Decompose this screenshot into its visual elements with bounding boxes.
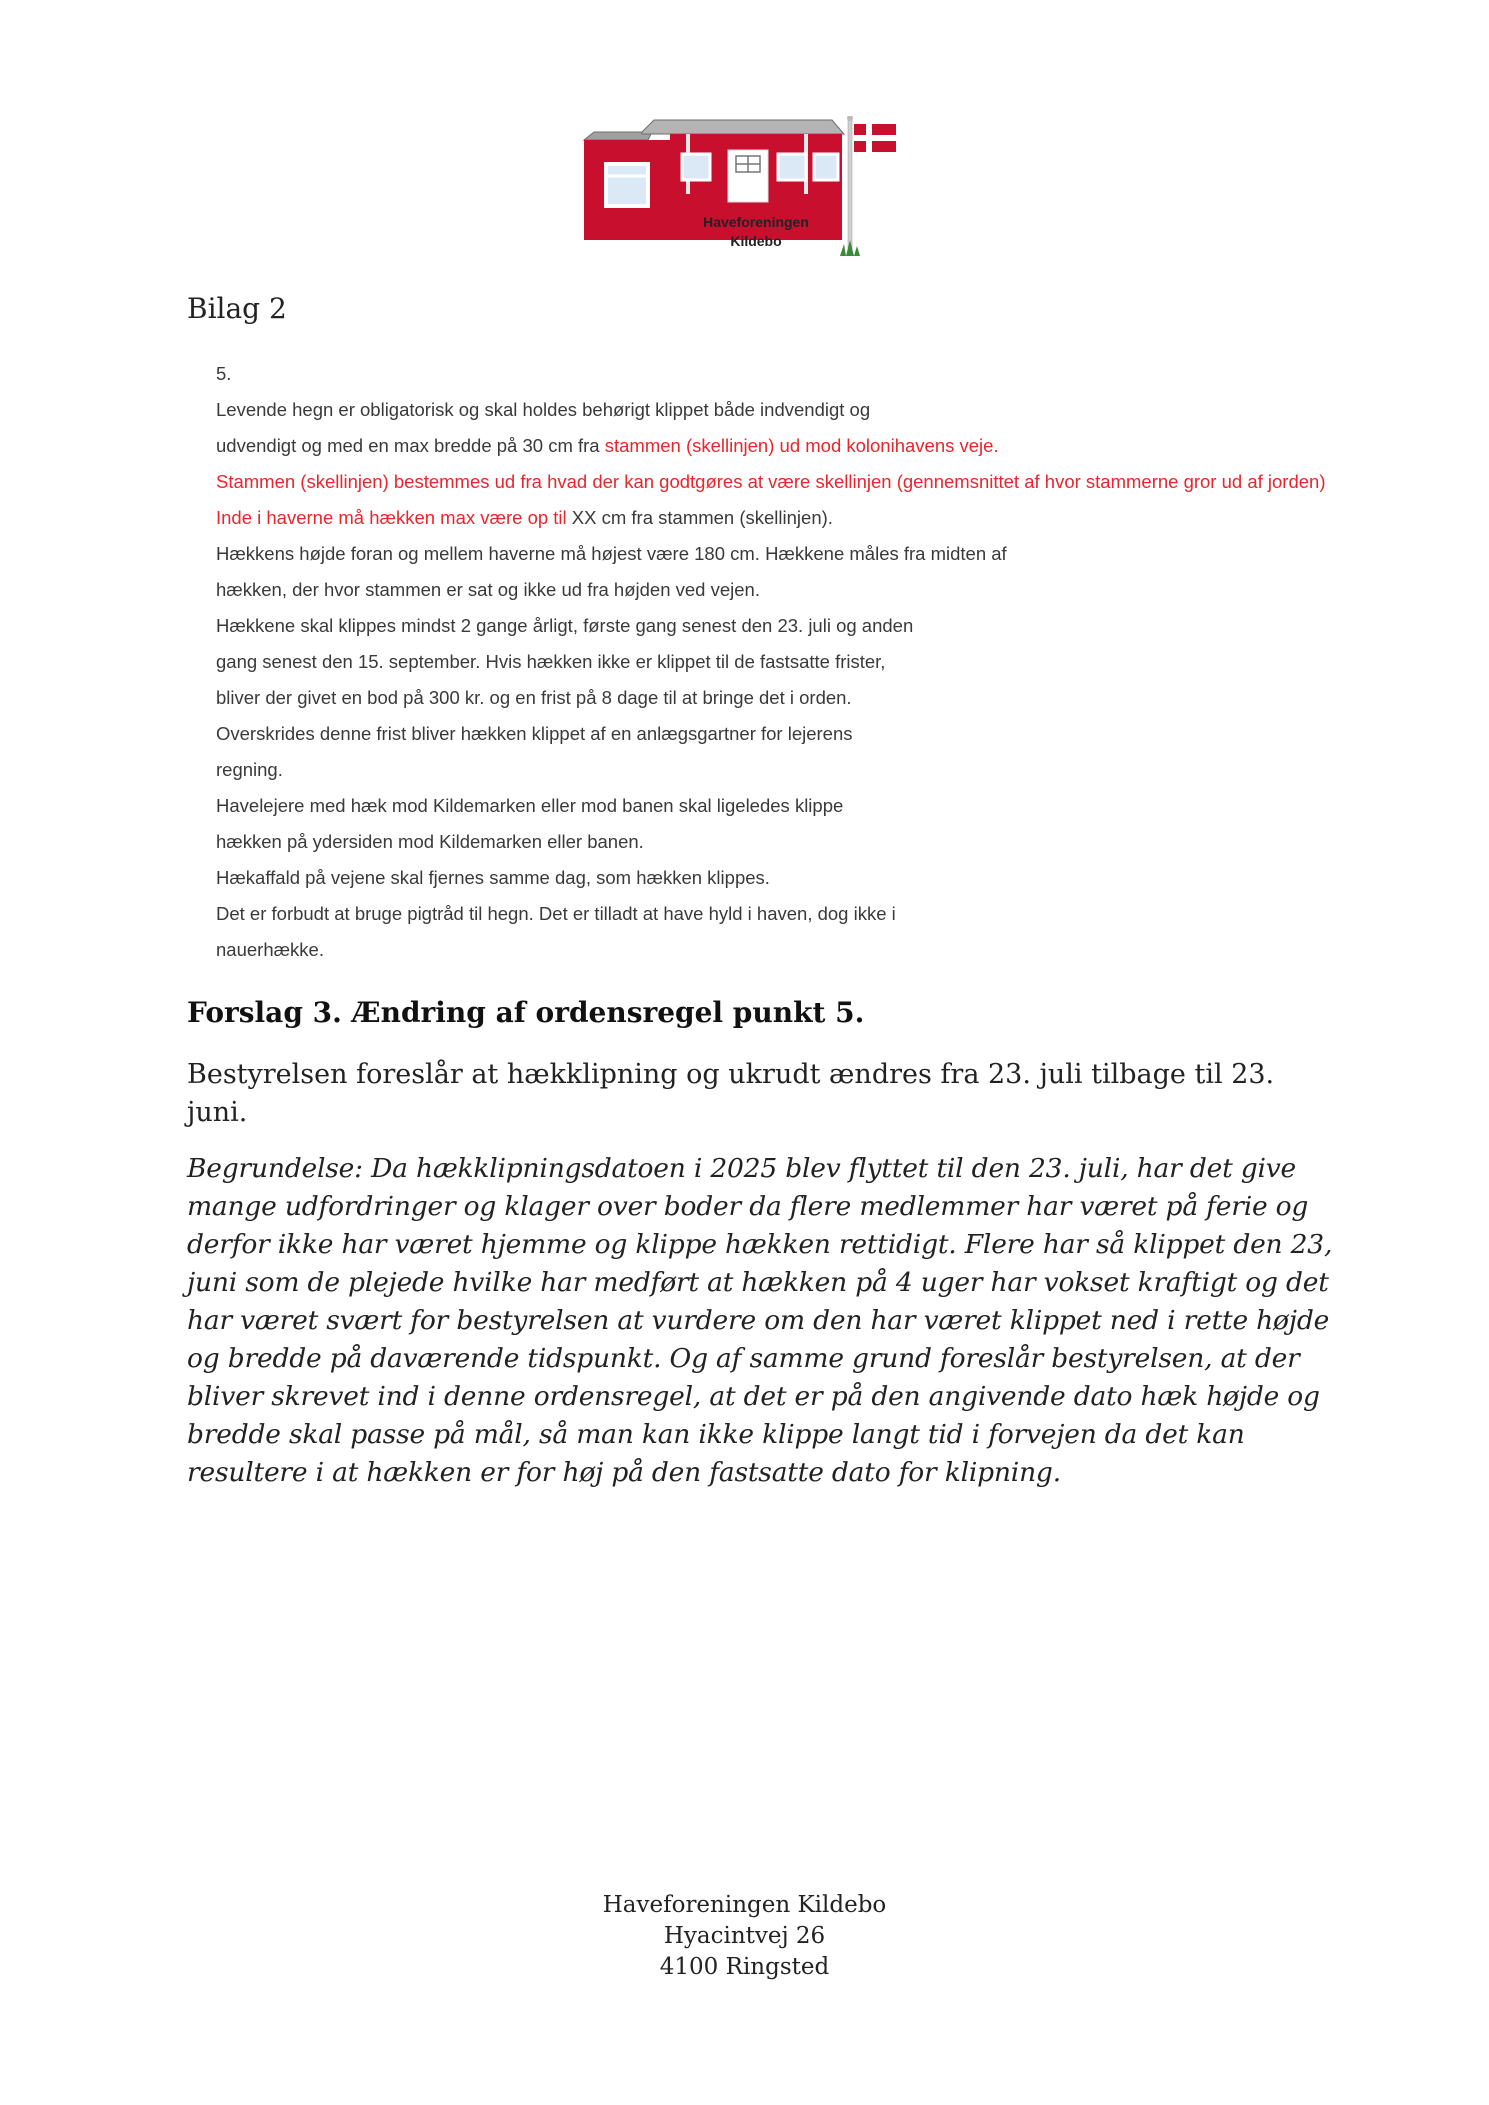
logo-window — [682, 154, 710, 180]
excerpt-line — [216, 824, 1346, 860]
excerpt-line — [216, 500, 1346, 536]
page-heading: Bilag 2 — [187, 292, 287, 325]
footer-line-name: Haveforeningen Kildebo — [602, 1892, 887, 1918]
excerpt-text: hækken på ydersiden mod Kildemarken eller banen. — [216, 831, 644, 852]
excerpt-text: Hækkens højde foran og mellem haverne må højest være 180 cm. Hækkene måles fra midten af — [216, 543, 1007, 564]
excerpt-line — [216, 752, 1346, 788]
excerpt-text: regning. — [216, 759, 283, 780]
proposal-reason: Begrundelse: Da hækklipningsdatoen i 2025 blev flyttet til den 23. juli, har det give mange udfordringer og klager over boder da flere medlemmer har været på ferie og derfor ikke har været hjemme og klippe hækken rettidigt. Flere har så klippet den 23, juni som de plejede hvilke har medført at hækken på 4 uger har vokset kraftigt og det har været svært for bestyrelsen at vurdere om den har været klippet ned i rette højde og bredde på daværende tidspunkt. Og af samme grund foreslår bestyrelsen, at der bliver skrevet ind i denne ordensregel, at det er på den angivende dato hæk højde og bredde skal passe på mål, så man kan ikke klippe langt tid i forvejen da det kan resultere i at hækken er for høj på den fastsatte dato for klipning. — [187, 1153, 1333, 1488]
excerpt-line — [216, 716, 1346, 752]
excerpt-text-red: stammen (skellinjen) ud mod kolonihavens veje. — [604, 435, 999, 456]
excerpt-text-red: Stammen (skellinjen) bestemmes ud fra hvad der kan godtgøres at være skellinjen (gennemsnittet af hvor stammerne gror ud af jorden) — [216, 471, 1326, 492]
excerpt-text: Det er forbudt at bruge pigtråd til hegn. Det er tilladt at have hyld i haven, dog ikke i — [216, 903, 896, 924]
proposal-text: Bestyrelsen foreslår at hækklipning og ukrudt ændres fra 23. juli tilbage til 23. juni. — [187, 1059, 1275, 1128]
ordensregel-excerpt — [216, 356, 1346, 968]
excerpt-line — [216, 860, 1346, 896]
footer-address — [0, 1890, 1489, 1983]
excerpt-text: Havelejere med hæk mod Kildemarken eller mod banen skal ligeledes klippe — [216, 795, 844, 816]
logo-text-line2: Kildebo — [730, 233, 782, 249]
excerpt-text: udvendigt og med en max bredde på 30 cm fra — [216, 435, 605, 456]
logo-window — [606, 164, 648, 206]
danish-flag-icon — [854, 124, 896, 152]
excerpt-text: Hækkene skal klippes mindst 2 gange årligt, første gang senest den 23. juli og anden — [216, 615, 914, 636]
excerpt-text: XX cm fra stammen (skellinjen). — [571, 507, 833, 528]
excerpt-line — [216, 788, 1346, 824]
excerpt-line — [216, 428, 1346, 464]
excerpt-text: Overskrides denne frist bliver hækken klippet af en anlægsgartner for lejerens — [216, 723, 853, 744]
excerpt-lines — [216, 392, 1346, 968]
logo-window — [778, 154, 806, 180]
excerpt-line — [216, 608, 1346, 644]
logo-text-line1: Haveforeningen — [703, 214, 809, 230]
excerpt-text-red: Inde i haverne må hækken max være op til — [216, 507, 572, 528]
footer-line-street: Hyacintvej 26 — [663, 1923, 826, 1949]
excerpt-number: 5. — [216, 363, 232, 384]
excerpt-text: Hækaffald på vejene skal fjernes samme dag, som hækken klippes. — [216, 867, 770, 888]
footer-line-city: 4100 Ringsted — [659, 1954, 830, 1980]
excerpt-text: hækken, der hvor stammen er sat og ikke ud fra højden ved vejen. — [216, 579, 760, 600]
excerpt-line — [216, 932, 1346, 968]
excerpt-line — [216, 464, 1346, 500]
excerpt-line — [216, 572, 1346, 608]
logo-roof-main — [642, 120, 844, 134]
proposal-title: Forslag 3. Ændring af ordensregel punkt 5. — [187, 996, 865, 1029]
excerpt-text: nauerhække. — [216, 939, 324, 960]
haveforeningen-kildebo-logo — [582, 116, 902, 264]
excerpt-line — [216, 680, 1346, 716]
excerpt-line — [216, 896, 1346, 932]
excerpt-line — [216, 392, 1346, 428]
excerpt-line — [216, 536, 1346, 572]
excerpt-text: Levende hegn er obligatorisk og skal holdes behørigt klippet både indvendigt og — [216, 399, 871, 420]
logo-grass — [840, 240, 860, 256]
excerpt-line — [216, 644, 1346, 680]
logo-window — [814, 154, 838, 180]
excerpt-text: gang senest den 15. september. Hvis hækken ikke er klippet til de fastsatte frister, — [216, 651, 886, 672]
excerpt-text: bliver der givet en bod på 300 kr. og en frist på 8 dage til at bringe det i orden. — [216, 687, 852, 708]
logo-flagpole — [848, 118, 852, 254]
